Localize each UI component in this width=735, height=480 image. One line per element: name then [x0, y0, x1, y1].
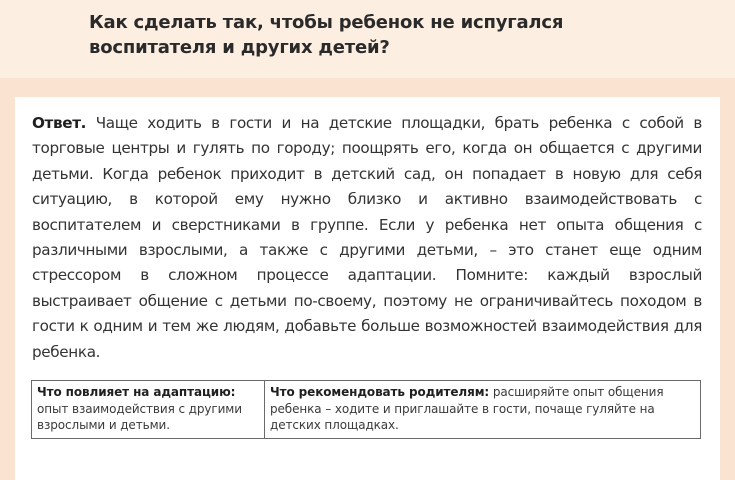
recommend-cell: [265, 381, 701, 439]
answer-card: [15, 97, 720, 480]
answer-paragraph: [32, 111, 702, 365]
answer-label: Ответ.: [32, 114, 87, 132]
recommend-text: расширяйте опыт общения ребенка – ходите и приглашайте в гости, почаще гуляйте на детских площадках.: [270, 385, 664, 432]
question-header: [0, 0, 735, 78]
question-title: Как сделать так, чтобы ребенок не испугался воспитателя и других детей?: [89, 12, 564, 58]
influence-text: опыт взаимодействия с другими взрослыми и детьми.: [37, 401, 242, 432]
influence-cell: [32, 381, 265, 439]
influence-label: Что повлияет на адаптацию:: [37, 385, 236, 399]
answer-text: Чаще ходить в гости и на детские площадки, брать ребенка с собой в торговые центры и гулять по городу; поощрять его, когда он общается с другими детьми. Когда ребенок приходит в детский сад, он попадает в новую для себя ситуацию, в которой ему нужно близко и активно взаимодействовать с воспитателем и сверстниками в группе. Если у ребенка нет опыта общения с различными взрослыми, а также с другими детьми, – это станет еще одним стрессором в сложном процессе адаптации. Помните: каждый взрослый выстраивает общение с детьми по-своему, поэтому не ограничивайтесь походом в гости к одним и тем же людям, добавьте больше возможностей взаимодействия для ребенка.: [32, 114, 703, 361]
tips-row: [32, 381, 701, 439]
recommend-label: Что рекомендовать родителям:: [270, 385, 490, 399]
tips-table: [31, 380, 701, 439]
